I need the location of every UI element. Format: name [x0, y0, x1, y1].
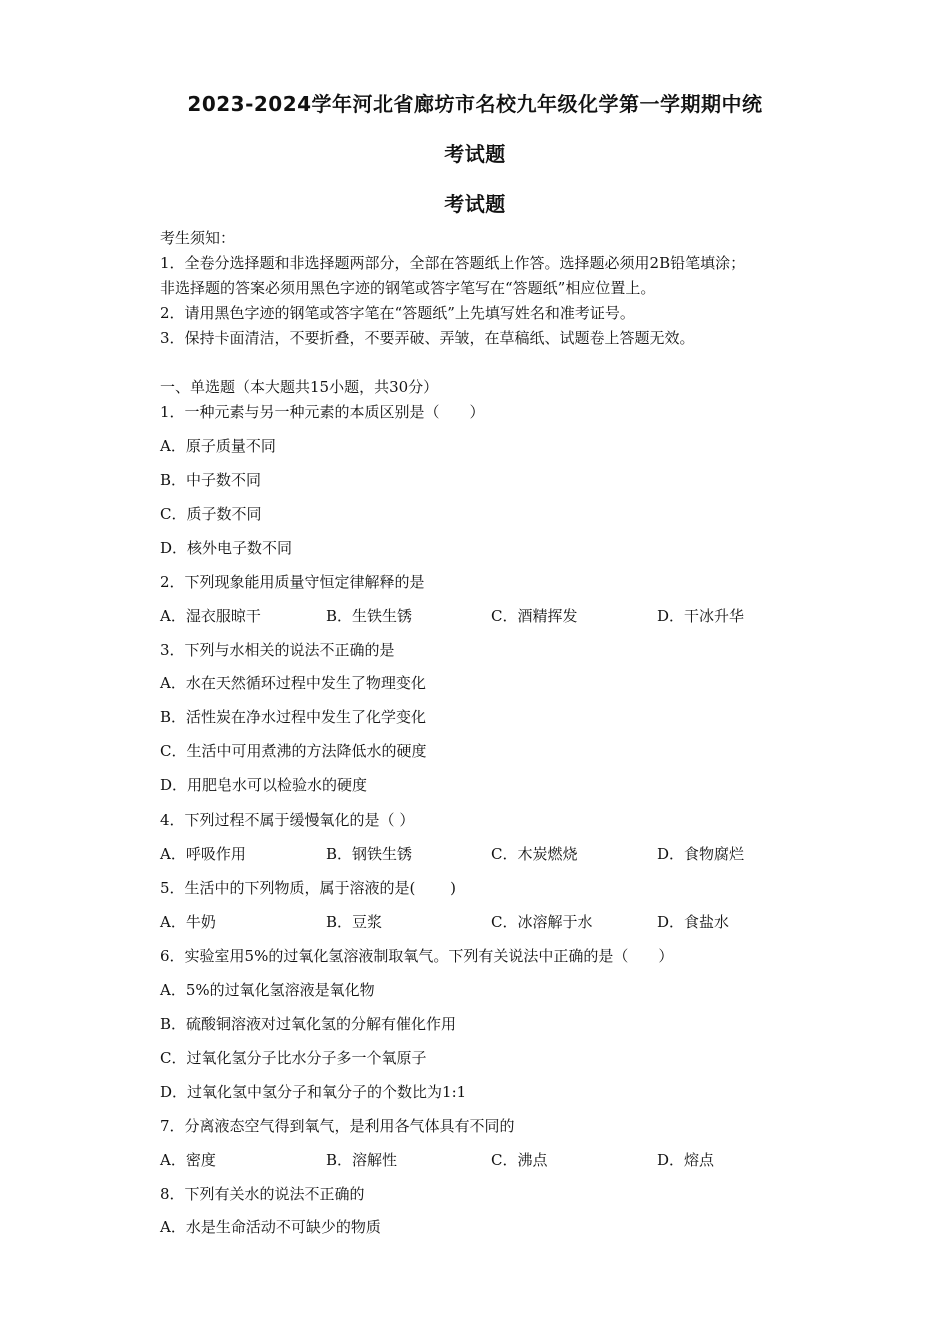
question-stem: 7．分离液态空气得到氧气，是利用各气体具有不同的: [160, 1117, 515, 1135]
question-stem: 5．生活中的下列物质，属于溶液的是( ): [160, 879, 457, 897]
question-stem: 3．下列与水相关的说法不正确的是: [160, 641, 395, 659]
question-option: C．木炭燃烧: [491, 845, 578, 863]
question-option: A．水是生命活动不可缺少的物质: [160, 1218, 381, 1236]
notice-item: 2．请用黑色字迹的钢笔或答字笔在“答题纸”上先填写姓名和准考证号。: [160, 304, 635, 322]
question-option: A．水在天然循环过程中发生了物理变化: [160, 674, 426, 692]
question-option: B．硫酸铜溶液对过氧化氢的分解有催化作用: [160, 1015, 457, 1033]
question-option: C．沸点: [491, 1151, 548, 1169]
exam-title-line2: 考试题: [444, 142, 506, 166]
question-option: D．干冰升华: [657, 607, 745, 625]
question-option: D．核外电子数不同: [160, 539, 293, 557]
question-option: C．过氧化氢分子比水分子多一个氧原子: [160, 1049, 427, 1067]
section-heading: 一、单选题（本大题共15小题，共30分）: [160, 378, 439, 396]
question-option: C．冰溶解于水: [491, 913, 593, 931]
question-option: B．豆浆: [326, 913, 383, 931]
exam-title-line1: 2023-2024学年河北省廊坊市名校九年级化学第一学期期中统: [187, 92, 763, 116]
question-option: C．酒精挥发: [491, 607, 578, 625]
question-option: A．密度: [160, 1151, 216, 1169]
question-option: B．钢铁生锈: [326, 845, 413, 863]
question-option: A．5%的过氧化氢溶液是氧化物: [160, 981, 375, 999]
question-option: B．生铁生锈: [326, 607, 413, 625]
question-option: A．原子质量不同: [160, 437, 276, 455]
question-option: D．用肥皂水可以检验水的硬度: [160, 776, 368, 794]
question-stem: 1．一种元素与另一种元素的本质区别是（ ）: [160, 403, 485, 421]
question-option: A．牛奶: [160, 913, 216, 931]
notice-item: 3．保持卡面清洁，不要折叠，不要弄破、弄皱，在草稿纸、试题卷上答题无效。: [160, 329, 695, 347]
question-stem: 6．实验室用5%的过氧化氢溶液制取氧气。下列有关说法中正确的是（ ）: [160, 947, 674, 965]
question-stem: 2．下列现象能用质量守恒定律解释的是: [160, 573, 425, 591]
question-option: D．食物腐烂: [657, 845, 745, 863]
question-option: A．呼吸作用: [160, 845, 246, 863]
question-option: B．中子数不同: [160, 471, 262, 489]
question-stem: 4．下列过程不属于缓慢氧化的是（ ）: [160, 811, 415, 829]
notice-item: 非选择题的答案必须用黑色字迹的钢笔或答字笔写在“答题纸”相应位置上。: [160, 279, 656, 297]
exam-title-line3: 考试题: [444, 192, 506, 216]
question-option: A．湿衣服晾干: [160, 607, 261, 625]
question-option: D．食盐水: [657, 913, 730, 931]
notice-heading: 考生须知：: [160, 229, 236, 247]
question-option: C．质子数不同: [160, 505, 262, 523]
question-option: C．生活中可用煮沸的方法降低水的硬度: [160, 742, 427, 760]
question-option: D．熔点: [657, 1151, 715, 1169]
question-option: D．过氧化氢中氢分子和氧分子的个数比为1:1: [160, 1083, 467, 1101]
question-option: B．溶解性: [326, 1151, 398, 1169]
question-option: B．活性炭在净水过程中发生了化学变化: [160, 708, 427, 726]
question-stem: 8．下列有关水的说法不正确的: [160, 1185, 365, 1203]
notice-item: 1．全卷分选择题和非选择题两部分，全部在答题纸上作答。选择题必须用2B铅笔填涂；: [160, 254, 746, 272]
